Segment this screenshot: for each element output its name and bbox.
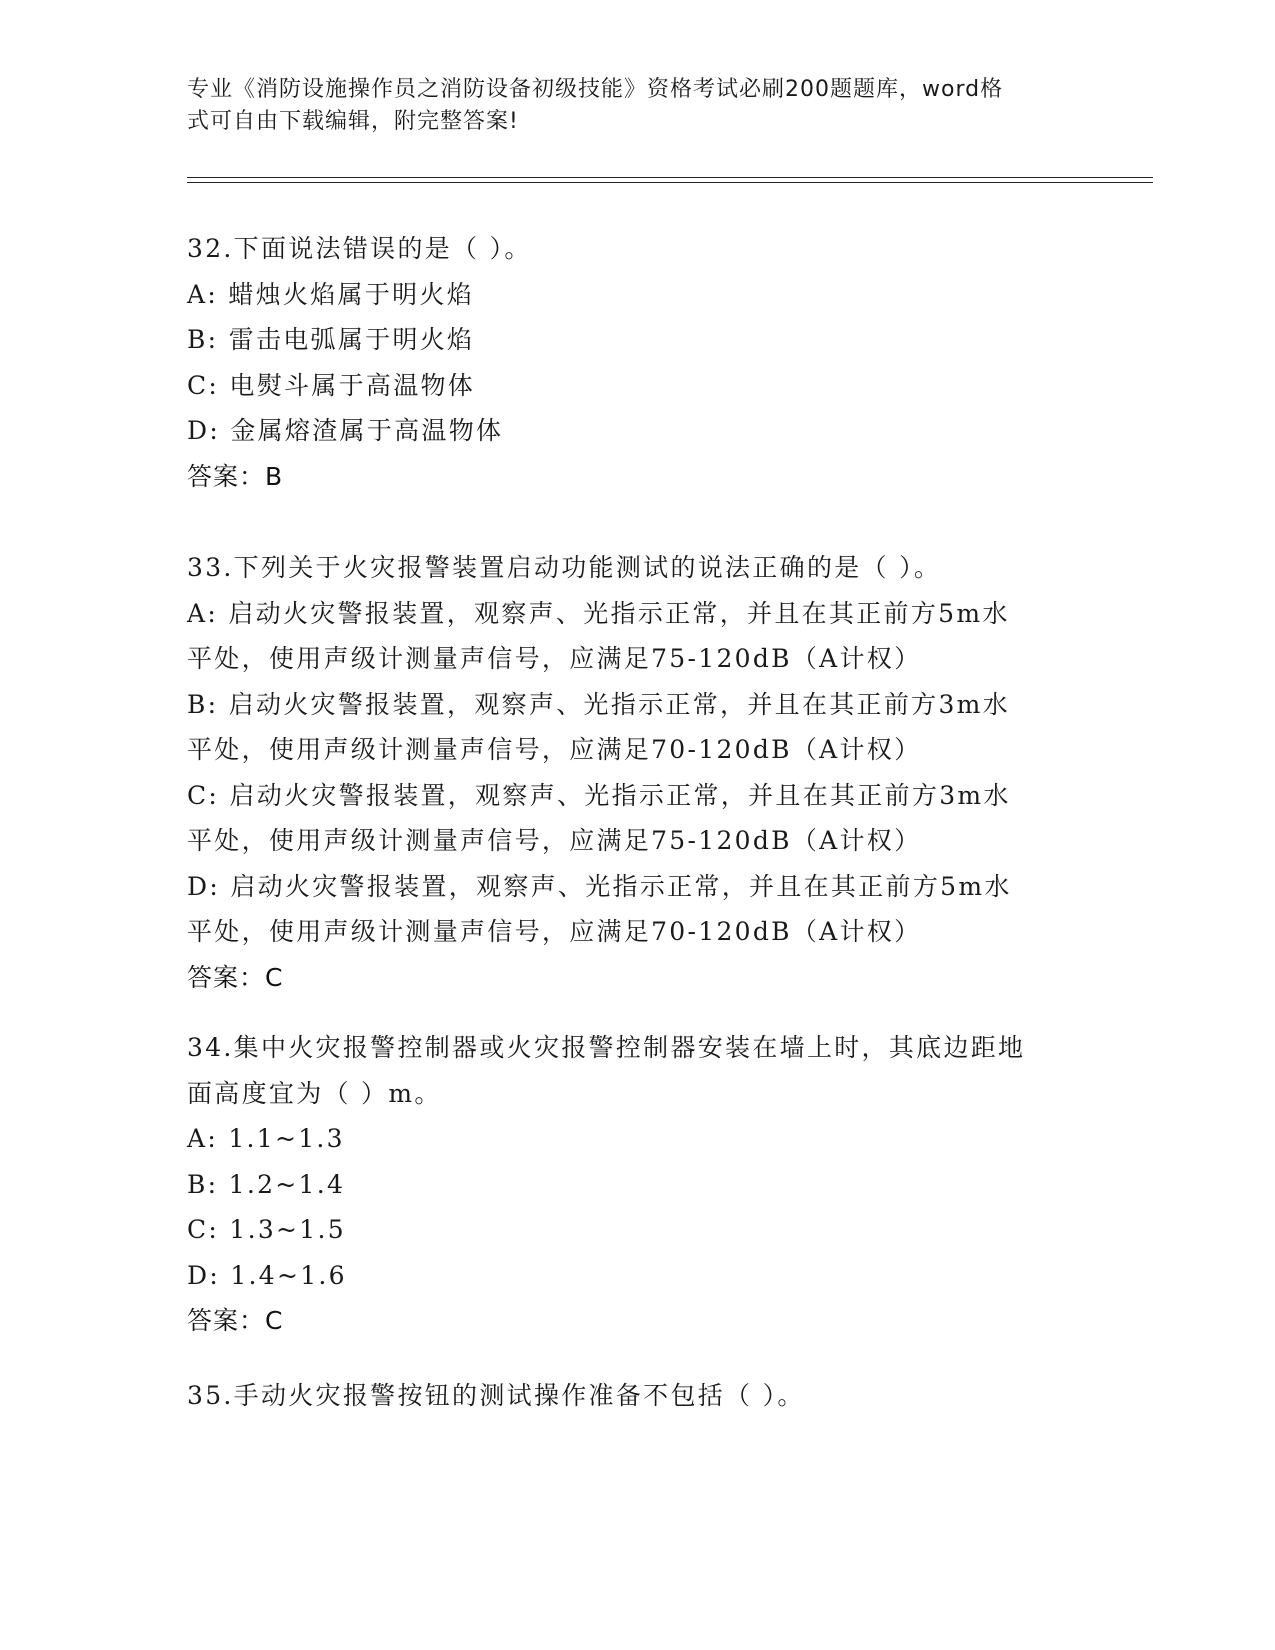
option-c-line-2: 平处，使用声级计测量声信号，应满足75-120dB（A计权） xyxy=(187,826,922,855)
option-d: D: 金属熔渣属于高温物体 xyxy=(187,416,504,445)
option-a: A: 1.1~1.3 xyxy=(187,1124,345,1153)
option-a: A: 蜡烛火焰属于明火焰 xyxy=(187,279,475,309)
option-c-line-1: C: 启动火灾警报装置，观察声、光指示正常，并且在其正前方3m水 xyxy=(187,780,1011,810)
option-b: B: 雷击电弧属于明火焰 xyxy=(187,325,475,354)
option-d-line-2: 平处，使用声级计测量声信号，应满足70-120dB（A计权） xyxy=(187,917,922,946)
option-a-line-2: 平处，使用声级计测量声信号，应满足75-120dB（A计权） xyxy=(187,644,922,673)
option-a-line-1: A: 启动火灾警报装置，观察声、光指示正常，并且在其正前方5m水 xyxy=(187,598,1010,628)
answer-label: 答案：C xyxy=(187,1306,284,1335)
header-divider-bottom xyxy=(187,182,1153,183)
answer-label: 答案：C xyxy=(187,962,284,992)
question-34 xyxy=(187,1025,1087,1344)
header-divider-top xyxy=(187,177,1153,178)
option-b: B: 1.2~1.4 xyxy=(187,1169,346,1199)
option-b-line-2: 平处，使用声级计测量声信号，应满足70-120dB（A计权） xyxy=(187,735,922,764)
option-d-line-1: D: 启动火灾警报装置，观察声、光指示正常，并且在其正前方5m水 xyxy=(187,871,1012,901)
header-line-1: 专业《消防设施操作员之消防设备初级技能》资格考试必刷200题题库，word格 xyxy=(187,77,1004,102)
answer-label: 答案：B xyxy=(187,461,284,491)
option-b-line-1: B: 启动火灾警报装置，观察声、光指示正常，并且在其正前方3m水 xyxy=(187,689,1010,719)
document-header xyxy=(187,74,1067,138)
option-c: C: 1.3~1.5 xyxy=(187,1215,346,1244)
option-d: D: 1.4~1.6 xyxy=(187,1260,347,1290)
question-32 xyxy=(187,226,1087,499)
question-stem: 35.手动火灾报警按钮的测试操作准备不包括（ ）。 xyxy=(187,1381,805,1410)
question-stem: 33.下列关于火灾报警装置启动功能测试的说法正确的是（ ）。 xyxy=(187,553,942,582)
question-stem-line-2: 面高度宜为（ ）m。 xyxy=(187,1078,442,1108)
question-stem-line-1: 34.集中火灾报警控制器或火灾报警控制器安装在墙上时，其底边距地 xyxy=(187,1033,1026,1062)
question-stem: 32.下面说法错误的是（ ）。 xyxy=(187,234,532,263)
option-c: C: 电熨斗属于高温物体 xyxy=(187,370,476,400)
header-line-2: 式可自由下载编辑，附完整答案! xyxy=(187,109,519,134)
question-35 xyxy=(187,1373,1087,1419)
question-33 xyxy=(187,545,1087,1000)
